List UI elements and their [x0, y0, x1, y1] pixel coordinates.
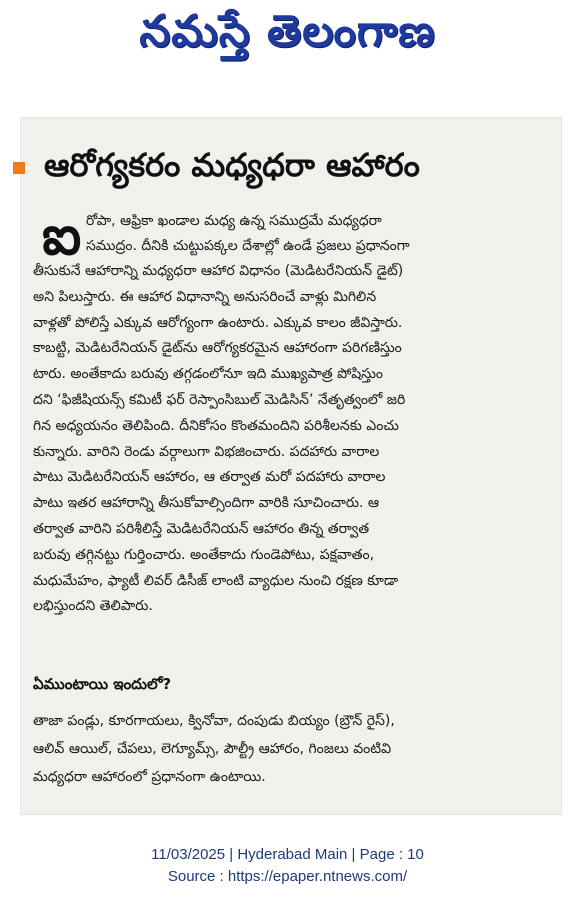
masthead	[0, 0, 575, 80]
headline-bullet-icon	[13, 162, 25, 174]
article-headline: ఆరోగ్యకరం మధ్యధరా ఆహారం	[44, 146, 420, 184]
text-line: రోపా, ఆఫ్రికా ఖండాల మధ్య ఉన్న సముద్రమే మధ్యధరా	[86, 213, 382, 229]
text-line: ఆలివ్ ఆయిల్, చేపలు, లెగ్యూమ్స్, పౌల్ట్రీ ఆహారం, గింజలు వంటివి	[33, 741, 392, 757]
text-line: వాళ్లతో పోలిస్తే ఎక్కువ ఆరోగ్యంగా ఉంటారు. ఎక్కువ కాలం జీవిస్తారు.	[33, 314, 403, 331]
footer-source: Source : https://epaper.ntnews.com/	[167, 868, 408, 885]
text-line: పాటు మెడిటరేనియన్ ఆహారం, ఆ తర్వాత మరో పదహారు వారాల	[33, 469, 386, 486]
text-line: కాబట్టి, మెడిటరేనియన్ డైట్‌ను ఆరోగ్యకరమైన ఆహారంగా పరిగణిస్తుం	[33, 340, 402, 357]
text-line: తీసుకునే ఆహారాన్ని మధ్యధరా ఆహార విధానం (మెడిటరేనియన్ డైట్)	[33, 263, 404, 279]
text-line: సముద్రం. దీనికి చుట్టుపక్కల దేశాల్లో ఉండే ప్రజలు ప్రధానంగా	[86, 238, 410, 254]
text-line: తాజా పండ్లు, కూరగాయలు, క్వినోవా, దంపుడు బియ్యం (బ్రౌన్ రైస్),	[33, 713, 395, 729]
text-line: గిన అధ్యయనం తెలిపింది. దీనికోసం కొంతమందిని పరిశీలనకు ఎంచు	[33, 417, 399, 434]
text-line: అని పిలుస్తారు. ఈ ఆహార విధానాన్ని అనుసరించే వాళ్లు మిగిలిన	[33, 288, 377, 305]
text-line: దని ‘ఫిజీషియన్స్ కమిటీ ఫర్ రెస్పాంసిబుల్ మెడిసిన్’ నేతృత్వంలో జరి	[33, 391, 406, 408]
text-line: తర్వాత వారిని పరిశీలిస్తే మెడిటరేనియన్ ఆహారం తిన్న తర్వాత	[33, 520, 370, 537]
article-body	[33, 259, 546, 620]
text-line: మధ్యధరా ఆహారంలో ప్రధానంగా ఉంటాయి.	[33, 769, 266, 785]
text-line: టారు. అంతేకాదు బరువు తగ్గడంలోనూ ఇది ముఖ్యపాత్ర పోషిస్తుం	[33, 366, 384, 383]
text-line: కున్నారు. వారిని రెండు వర్గాలుగా విభజించారు. పదహారు వారాల	[33, 443, 380, 460]
masthead-title: నమస్తే తెలంగాణ	[139, 6, 436, 57]
article-first-lines	[86, 209, 546, 259]
text-line: బరువు తగ్గినట్టు గుర్తించారు. అంతేకాదు గుండెపోటు, పక్షవాతం,	[33, 546, 375, 563]
drop-cap: ఐ	[42, 204, 82, 267]
text-line: లభిస్తుందని తెలిపారు.	[33, 598, 153, 615]
text-line: పాటు ఇతర ఆహారాన్ని తీసుకోవాల్సిందిగా వారికి సూచించారు. ఆ	[33, 495, 380, 512]
text-line: మధుమేహం, ఫ్యాటీ లివర్ డిసీజ్ లాంటి వ్యాధుల నుంచి రక్షణ కూడా	[33, 572, 399, 589]
article-subhead: ఏముంటాయి ఇందులో?	[33, 675, 172, 693]
article-sub-body	[33, 707, 546, 791]
footer-date-edition: 11/03/2025 | Hyderabad Main | Page : 10	[151, 846, 424, 863]
